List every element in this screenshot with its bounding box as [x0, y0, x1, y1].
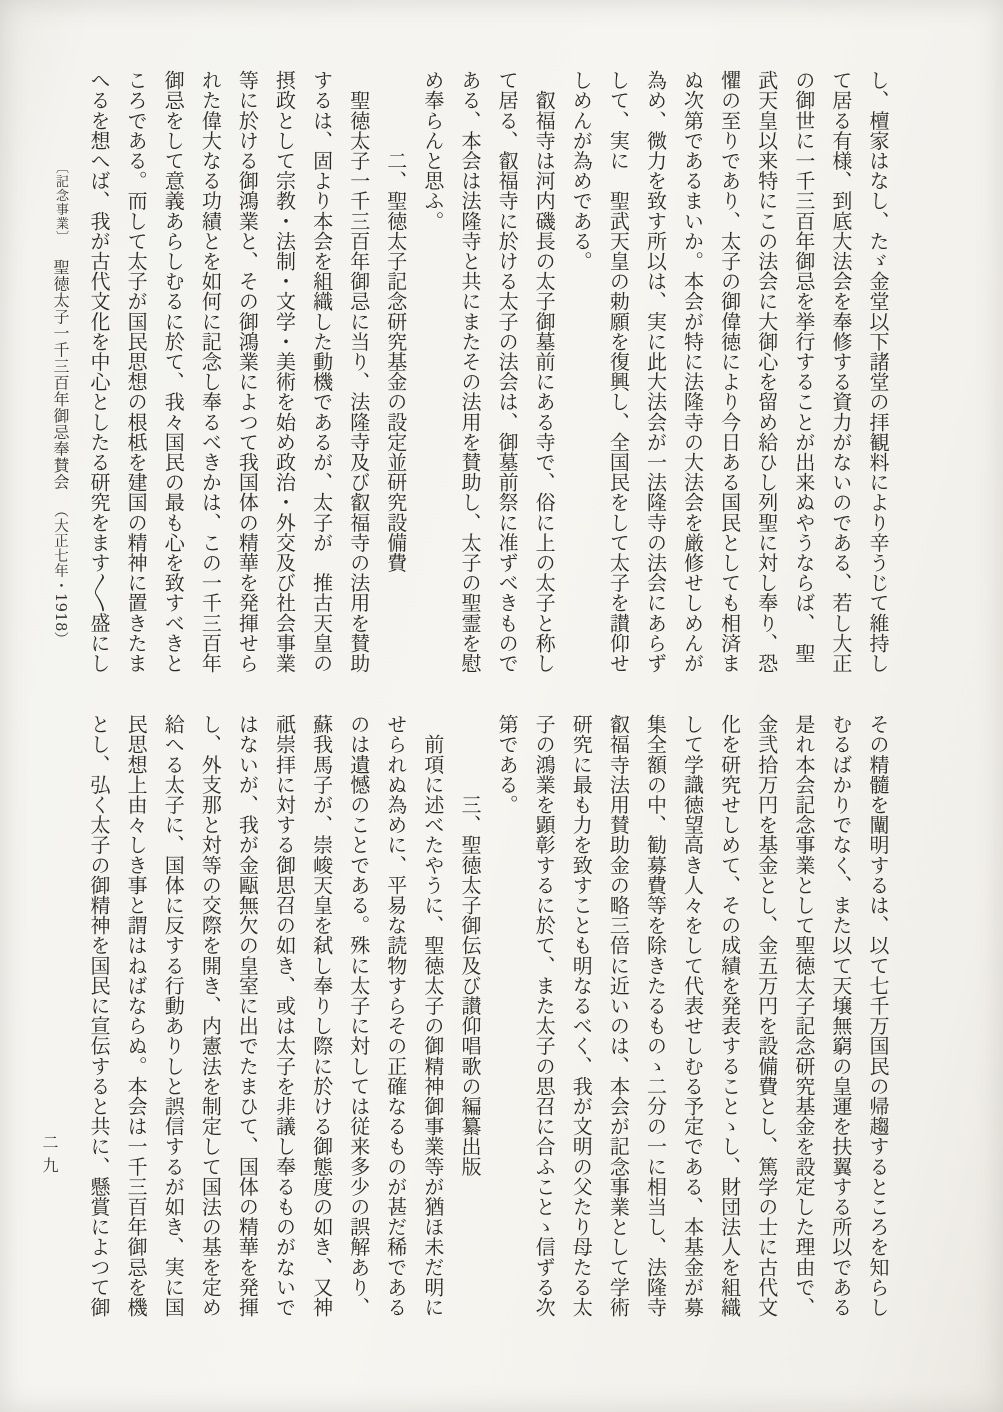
text-column: の御世に一千三百年御忌を挙行することが出来ぬやうならば、 聖	[791, 70, 816, 663]
text-column: て居る有様、到底大法会を奉修する資力がないのである、若し大正	[828, 70, 853, 673]
text-column: 叡福寺は河内磯長の太子御墓前にある寺で、俗に上の太子と称し	[532, 70, 557, 673]
text-column: 子の鴻業を顕彰するに於て、また太子の思召に合ふことゝ信ずる次	[532, 714, 557, 1317]
section-heading-column: 二、聖徳太子記念研究基金の設定並研究設備費	[383, 70, 408, 573]
text-column: 第である。	[495, 714, 520, 815]
text-column: 給へる太子に、国体に反する行動ありしと誤信するが如き、実に国	[161, 714, 186, 1317]
bottom-text-block	[80, 714, 896, 1318]
margin-running-head	[30, 140, 91, 700]
text-column: はないが、我が金甌無欠の皇室に出でたまひて、国体の精華を発揮	[235, 714, 260, 1317]
text-column: 金弐拾万円を基金とし、金五万円を設備費とし、篤学の士に古代文	[754, 714, 779, 1317]
text-column: 民思想上由々しき事と謂はねばならぬ。本会は一千三百年御忌を機	[124, 714, 149, 1317]
text-column: 蘇我馬子が、崇峻天皇を弑し奉りし際に於ける御態度の如き、又神	[309, 714, 334, 1317]
text-column: し、外支那と対等の交際を開き、内憲法を制定して国法の基を定め	[198, 714, 223, 1317]
text-column: 為め、微力を致す所以は、実に此大法会が一法隆寺の法会にあらず	[643, 70, 668, 673]
text-column: て居る、叡福寺に於ける太子の法会は、御墓前祭に准ずべきもので	[495, 70, 520, 673]
section-heading-column: 三、聖徳太子御伝及び讃仰唱歌の編纂出版	[457, 714, 482, 1177]
text-column: のは遺憾のことである。殊に太子に対しては従来多少の誤解あり、	[346, 714, 371, 1317]
text-column: れた偉大なる功績とを如何に記念し奉るべきかは、この一千三百年	[198, 70, 223, 673]
page-number: 二九	[40, 1134, 59, 1180]
text-column: 化を研究せしめて、その成績を発表することゝし、財団法人を組織	[717, 714, 742, 1317]
text-column: ころである。而して太子が国民思想の根柢を建国の精神に置きたま	[124, 70, 149, 673]
top-text-block	[80, 70, 896, 674]
text-column: 前項に述べたやうに、聖徳太子の御精神御事業等が猶ほ未だ明に	[420, 714, 445, 1317]
text-column: 祇崇拝に対する御思召の如き、或は太子を非議し奉るものがないで	[272, 714, 297, 1317]
text-column: 懼の至りであり、太子の御偉徳により今日ある国民としても相済ま	[717, 70, 742, 673]
margin-category-label: 〔記念事業〕	[53, 160, 68, 245]
text-column: むるばかりでなく、また以て天壌無窮の皇運を扶翼する所以である	[828, 714, 853, 1317]
text-column: して、実に 聖武天皇の勅願を復興し、全国民をして太子を讃仰せ	[606, 70, 631, 673]
text-column: 聖徳太子一千三百年御忌に当り、法隆寺及び叡福寺の法用を賛助	[346, 70, 371, 673]
margin-title: 聖徳太子一千三百年御忌奉賛会	[51, 259, 70, 491]
text-column: ある、本会は法隆寺と共にまたその法用を賛助し、太子の聖霊を慰	[457, 70, 482, 673]
text-column: 叡福寺法用賛助金の略三倍に近いのは、本会が記念事業として学術	[606, 714, 631, 1317]
text-column: 御忌をして意義あらしむるに於て、我々国民の最も心を致すべきと	[161, 70, 186, 673]
text-column: 研究に最も力を致すことも明なるべく、我が文明の父たり母たる太	[569, 714, 594, 1317]
text-column: 等に於ける御鴻業と、その御鴻業によつて我国体の精華を発揮せら	[235, 70, 260, 673]
text-column: め奉らんと思ふ。	[420, 70, 445, 231]
text-column: するは、固より本会を組織した動機であるが、太子が 推古天皇の	[309, 70, 334, 673]
text-column: せられぬ為めに、平易な読物すらその正確なるものが甚だ稀である	[383, 714, 408, 1317]
text-column: し、檀家はなし、たゞ金堂以下諸堂の拝観料により辛うじて維持し	[866, 70, 890, 673]
text-column: ぬ次第であるまいか。本会が特に法隆寺の大法会を厳修せしめんが	[680, 70, 705, 673]
text-column: 集全額の中、勧募費等を除きたるものゝ二分の一に相当し、法隆寺	[643, 714, 668, 1317]
text-column: とし、弘く太子の御精神を国民に宣伝すると共に、懸賞によつて御	[87, 714, 112, 1317]
text-column: 摂政として宗教・法制・文学・美術を始め政治・外交及び社会事業	[272, 70, 297, 673]
text-column: して学識徳望高き人々をして代表せしむる予定である、本基金が募	[680, 714, 705, 1317]
text-column: 武天皇以来特にこの法会に大御心を留め給ひし列聖に対し奉り、恐	[754, 70, 779, 673]
text-column: へるを想へば、我が古代文化を中心としたる研究をます〱盛にし	[87, 70, 112, 673]
text-column: しめんが為めである。	[569, 70, 594, 271]
margin-date: （大正七年・1918）	[52, 503, 68, 648]
text-column: 是れ本会記念事業として聖徳太子記念研究基金を設定した理由で、	[791, 714, 816, 1317]
text-column: その精髓を闡明するは、以て七千万国民の帰趨するところを知らし	[866, 714, 890, 1317]
